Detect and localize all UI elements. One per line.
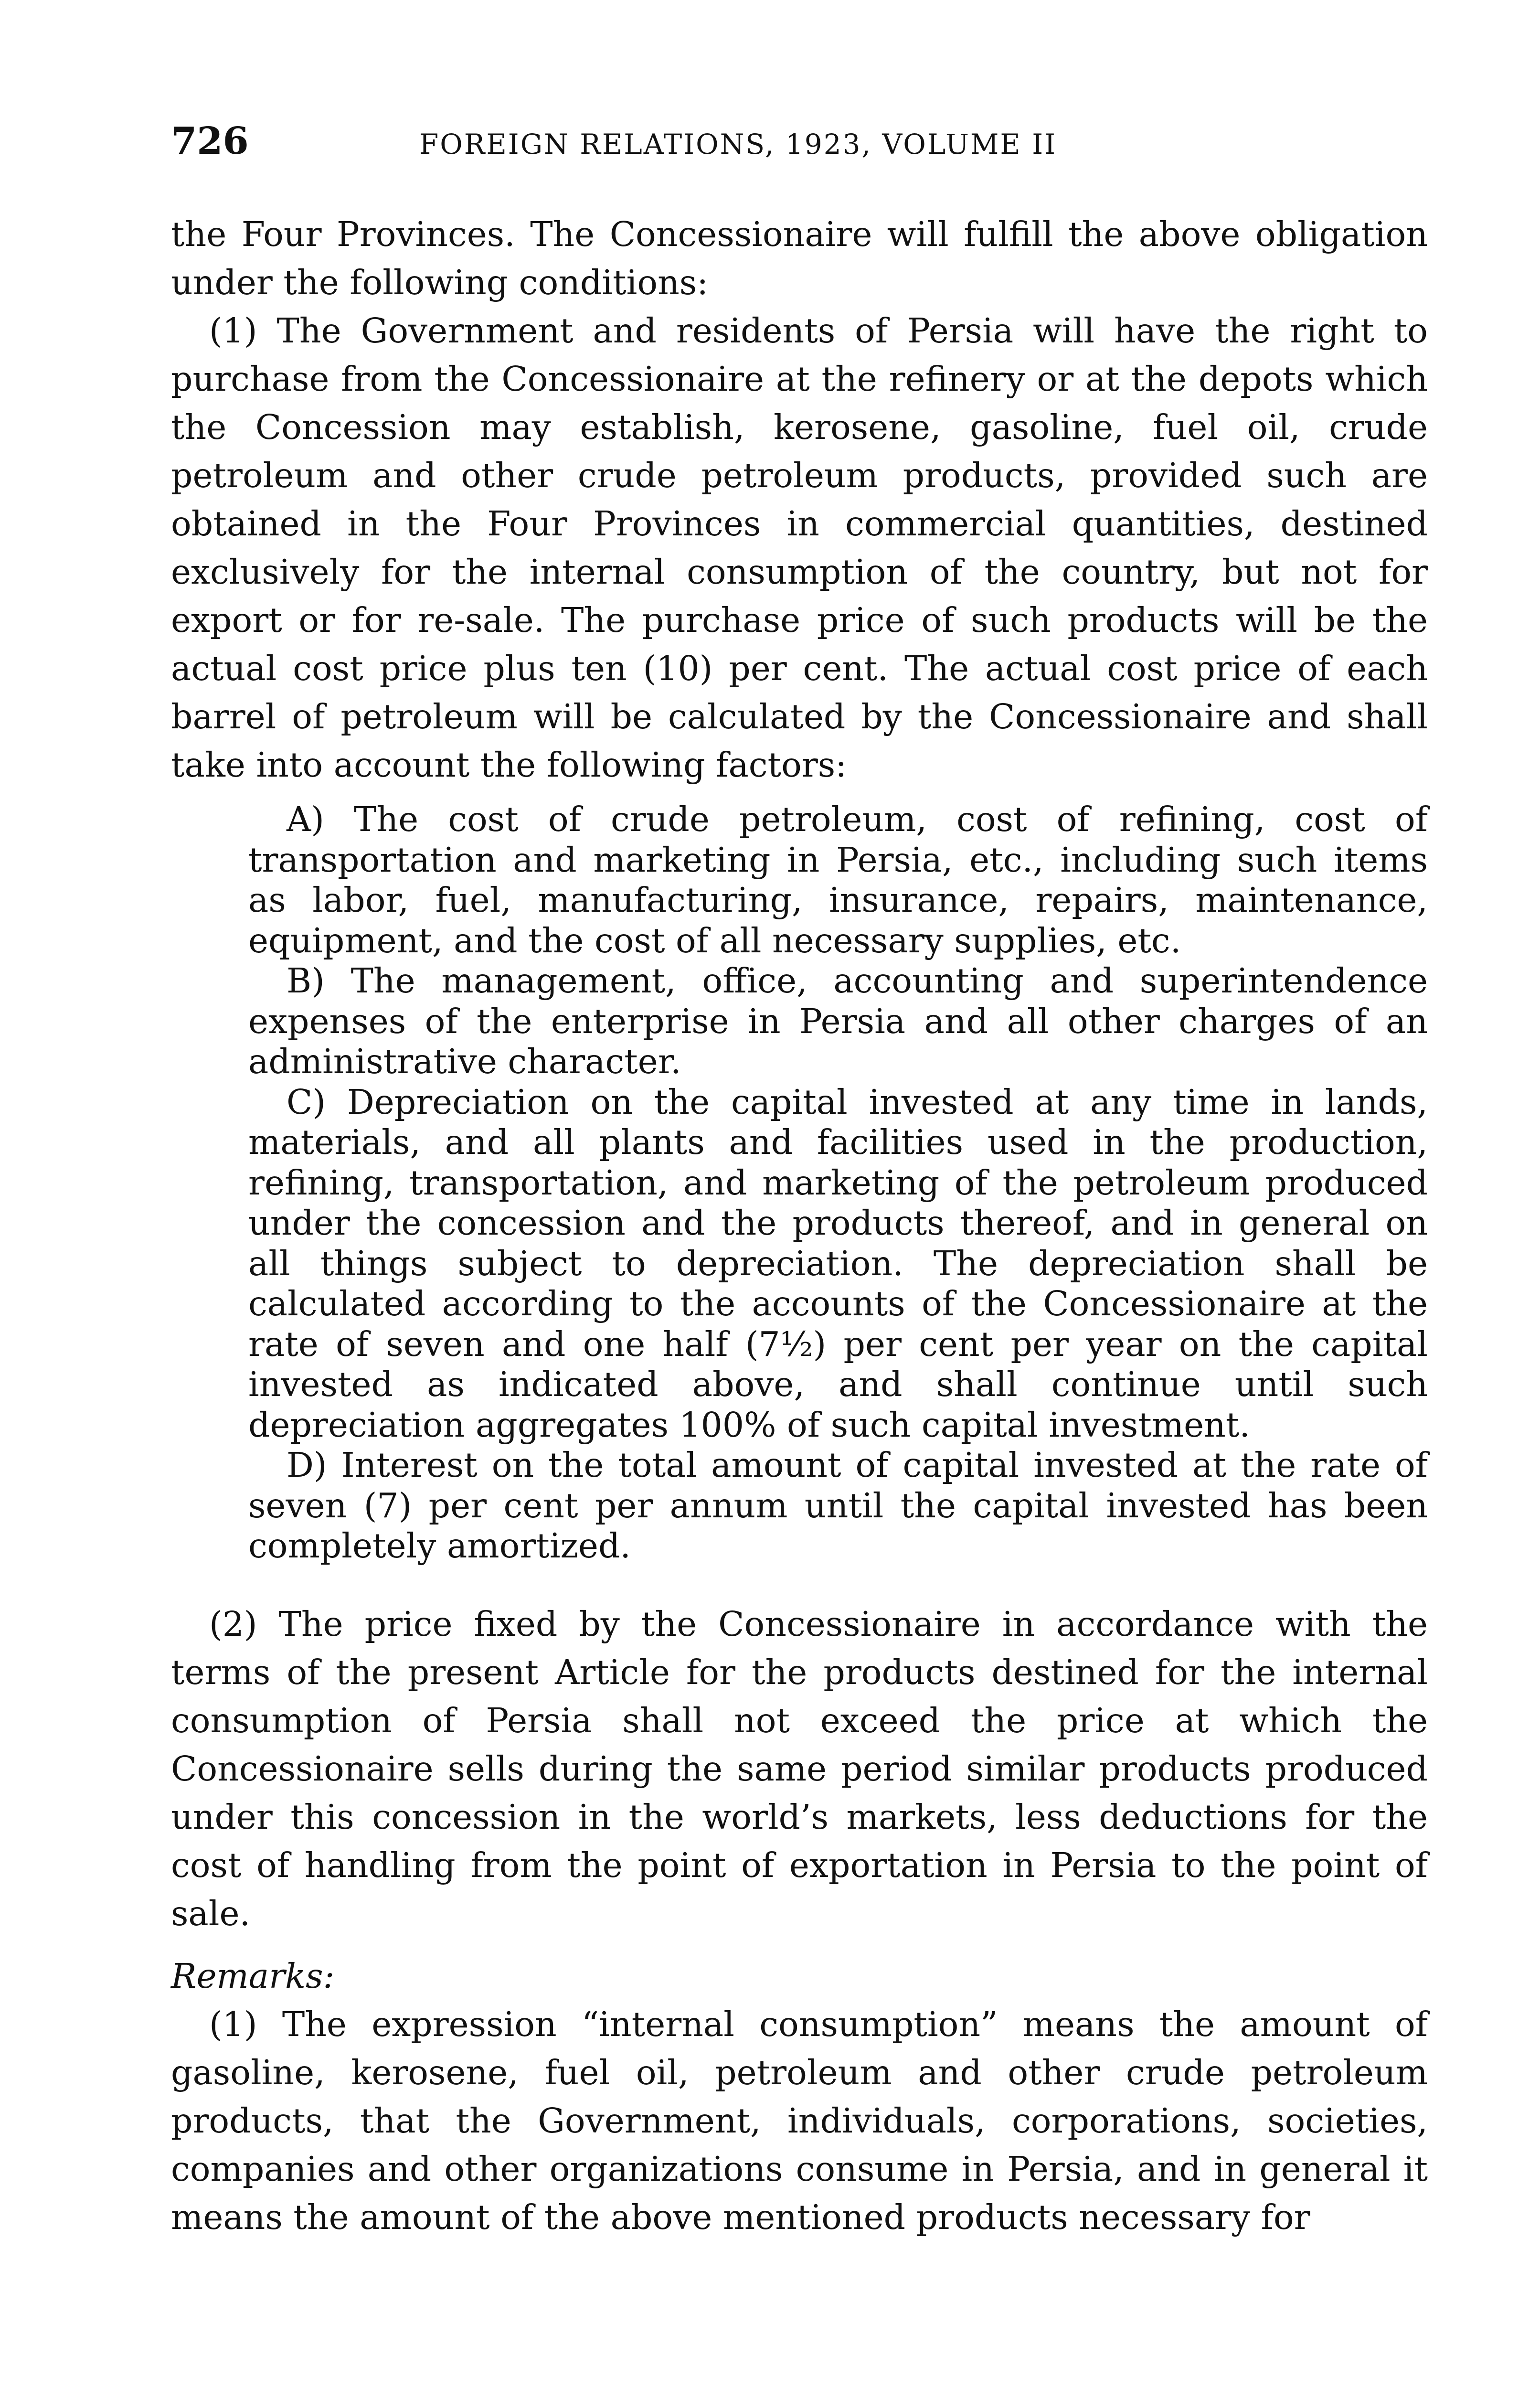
- continued-paragraph: the Four Provinces. The Concessionaire will fulfill the above obligation under the following conditions:: [171, 214, 1428, 302]
- factor-a: A) The cost of crude petroleum, cost of refining, cost of transportation and marketing in Persia, etc., including such items as labor, fuel, manufacturing, insurance, repairs, maintenance, equipment, and the cost of all necessary supplies, etc.: [248, 800, 1428, 960]
- body-text: [171, 210, 1428, 2241]
- document-page: [171, 119, 1428, 2241]
- factor-b: B) The management, office, accounting and superintendence expenses of the enterprise in Persia and all other charges of an administrative character.: [248, 961, 1428, 1081]
- remark-1-paragraph: (1) The expression “internal consumption” means the amount of gasoline, kerosene, fuel oil, petroleum and other crude petroleum products, that the Government, individuals, corporations, societies, companies and other organizations consume in Persia, and in general it means the amount of the above mentioned products necessary for: [171, 2004, 1428, 2237]
- page-number: 726: [171, 119, 249, 163]
- condition-1-paragraph: (1) The Government and residents of Persia will have the right to purchase from the Concessionaire at the refinery or at the depots which the Concession may establish, kerosene, gasoline, fuel oil, crude petroleum and other crude petroleum products, provided such are obtained in the Four Provinces in commercial quantities, destined exclusively for the internal consumption of the country, but not for export or for re-sale. The purchase price of such products will be the actual cost price plus ten (10) per cent. The actual cost price of each barrel of petroleum will be calculated by the Concessionaire and shall take into account the following factors:: [171, 311, 1428, 785]
- page-header: [171, 119, 1428, 162]
- factor-c: C) Depreciation on the capital invested at any time in lands, materials, and all plants and facilities used in the production, refining, transportation, and marketing of the petroleum produced under the concession and the products thereof, and in general on all things subject to depreciation. The depreciation shall be calculated according to the accounts of the Concessionaire at the rate of seven and one half (7½) per cent per year on the capital invested as indicated above, and shall continue until such depreciation aggregates 100% of such capital investment.: [248, 1082, 1428, 1445]
- running-title: FOREIGN RELATIONS, 1923, VOLUME II: [419, 128, 1057, 160]
- remarks-heading: Remarks:: [171, 1956, 335, 1996]
- condition-2-paragraph: (2) The price fixed by the Concessionaire in accordance with the terms of the present Article for the products destined for the internal consumption of Persia shall not exceed the price at which the Concessionaire sells during the same period similar products produced under this concession in the world’s markets, less deductions for the cost of handling from the point of exportation in Persia to the point of sale.: [171, 1604, 1428, 1933]
- factor-d: D) Interest on the total amount of capital invested at the rate of seven (7) per cent per annum until the capital invested has been completely amortized.: [248, 1445, 1428, 1566]
- cost-factors-list: [248, 800, 1428, 1567]
